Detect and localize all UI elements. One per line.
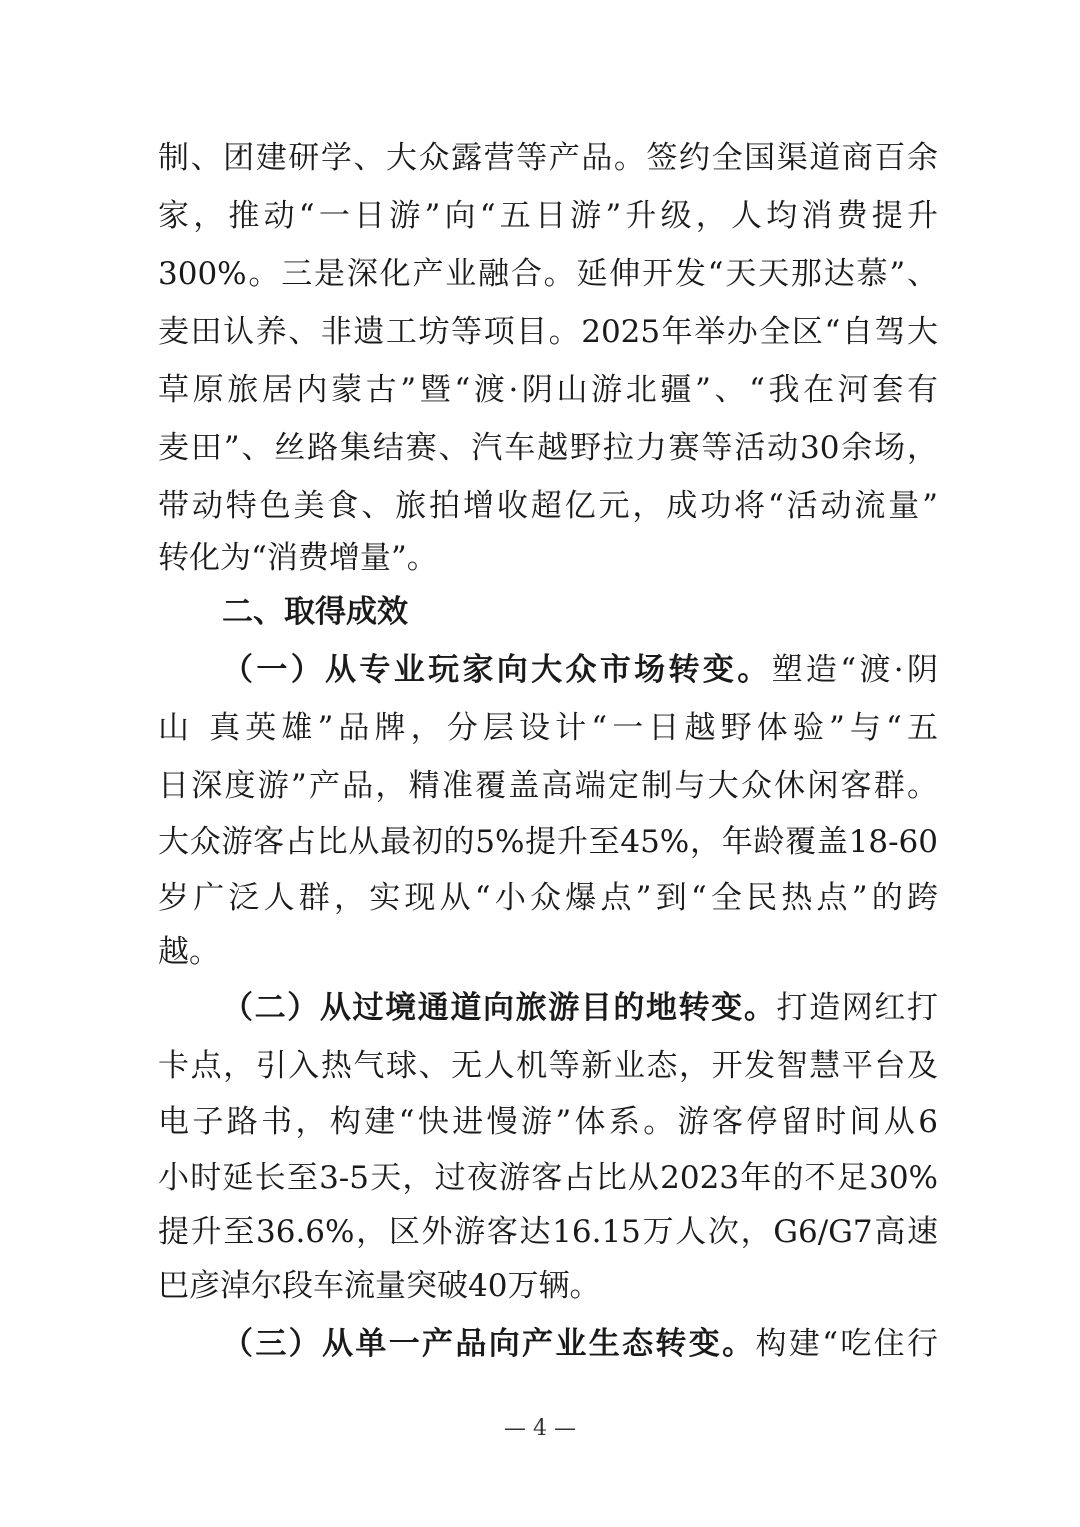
paragraph-1-line-6: 麦田”、丝路集结赛、汽车越野拉力赛等活动30余场， <box>158 430 938 466</box>
paragraph-4-lead: （三）从单一产品向产业生态转变。 <box>222 1326 756 1362</box>
paragraph-4-line-1 <box>222 1324 938 1364</box>
section-heading: 二、取得成效 <box>222 594 408 630</box>
paragraph-1-line-3: 300%。三是深化产业融合。延伸开发“天天那达慕”、 <box>158 256 938 292</box>
paragraph-1-line-8: 转化为“消费增量”。 <box>158 540 438 576</box>
paragraph-4-line-1-rest: 构建“吃住行 <box>755 1326 939 1362</box>
paragraph-3-line-6: 巴彦淖尔段车流量突破40万辆。 <box>158 1268 601 1304</box>
paragraph-3-lead: （二）从过境通道向旅游目的地转变。 <box>222 990 777 1026</box>
paragraph-1-line-5: 草原旅居内蒙古”暨“渡·阴山游北疆”、“我在河套有 <box>158 372 938 408</box>
paragraph-3-line-2: 卡点，引入热气球、无人机等新业态，开发智慧平台及 <box>158 1048 938 1084</box>
paragraph-2-lead: （一）从专业玩家向大众市场转变。 <box>222 652 772 688</box>
paragraph-2-line-6: 越。 <box>158 934 220 970</box>
paragraph-1-line-2: 家，推动“一日游”向“五日游”升级，人均消费提升 <box>158 198 938 234</box>
paragraph-1-line-1: 制、团建研学、大众露营等产品。签约全国渠道商百余 <box>158 140 938 176</box>
paragraph-2-line-5: 岁广泛人群，实现从“小众爆点”到“全民热点”的跨 <box>158 880 938 916</box>
paragraph-2-line-3: 日深度游”产品，精准覆盖高端定制与大众休闲客群。 <box>158 768 938 804</box>
paragraph-2-line-4: 大众游客占比从最初的5%提升至45%，年龄覆盖18-60 <box>158 824 938 860</box>
page-number: — 4 — <box>504 1416 576 1441</box>
paragraph-2-line-2: 山 真英雄”品牌，分层设计“一日越野体验”与“五 <box>158 710 938 746</box>
paragraph-3-line-5: 提升至36.6%，区外游客达16.15万人次，G6/G7高速 <box>158 1214 938 1250</box>
paragraph-2-line-1 <box>222 650 938 690</box>
paragraph-3-line-3: 电子路书，构建“快进慢游”体系。游客停留时间从6 <box>158 1104 938 1140</box>
paragraph-1-line-7: 带动特色美食、旅拍增收超亿元，成功将“活动流量” <box>158 488 938 524</box>
paragraph-1-line-4: 麦田认养、非遗工坊等项目。2025年举办全区“自驾大 <box>158 314 938 350</box>
paragraph-3-line-1 <box>222 988 938 1028</box>
paragraph-3-line-4: 小时延长至3-5天，过夜游客占比从2023年的不足30% <box>158 1160 938 1196</box>
paragraph-2-line-1-rest: 塑造“渡·阴 <box>771 652 939 688</box>
paragraph-3-line-1-rest: 打造网红打 <box>776 990 939 1026</box>
